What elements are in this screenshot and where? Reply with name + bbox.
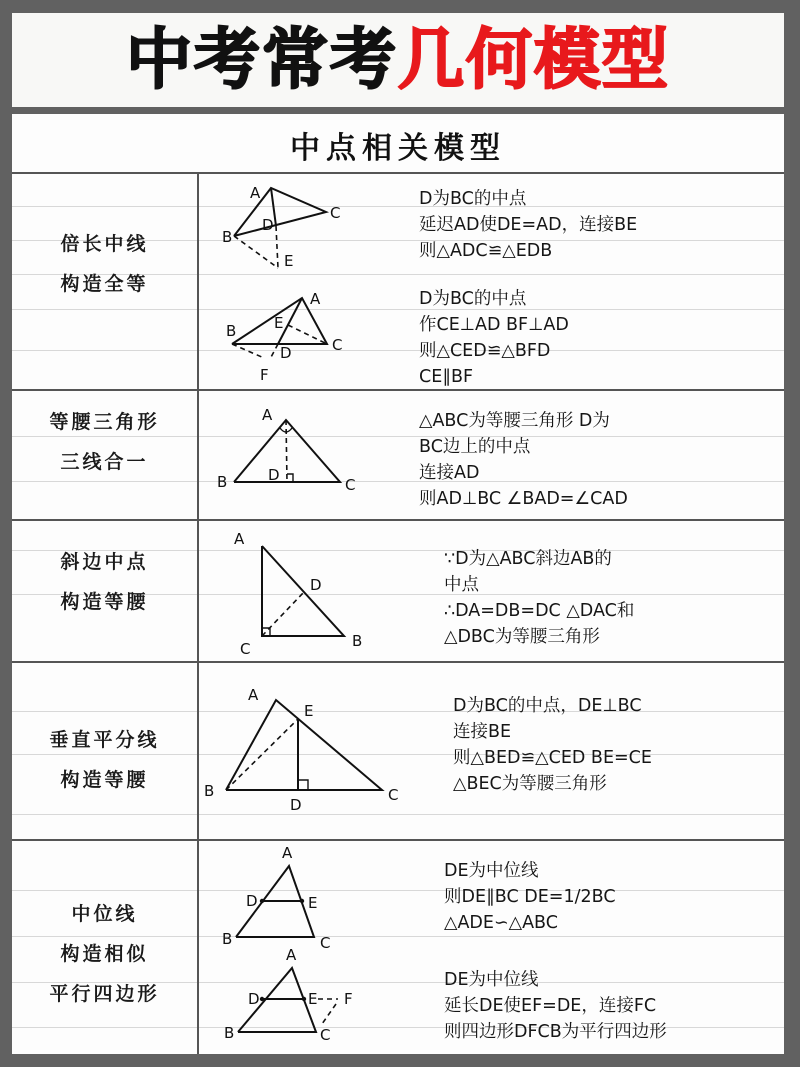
- svg-text:B: B: [222, 228, 233, 246]
- svg-text:E: E: [308, 894, 318, 912]
- svg-text:E: E: [274, 314, 284, 332]
- diagram-perp-bisector: [200, 682, 410, 812]
- svg-text:C: C: [388, 786, 399, 804]
- svg-text:C: C: [332, 336, 343, 354]
- svg-text:A: A: [286, 946, 297, 964]
- svg-text:B: B: [226, 322, 237, 340]
- row-description: D为BC的中点，DE⊥BC 连接BE 则△BED≌△CED BE=CE △BEC为等腰三角形: [453, 696, 652, 794]
- svg-text:A: A: [250, 184, 261, 202]
- svg-text:B: B: [224, 1024, 235, 1042]
- svg-text:A: A: [262, 406, 273, 424]
- notebook-sheet: [12, 114, 784, 1054]
- svg-text:D: D: [280, 344, 292, 362]
- diagram-isosceles: [212, 402, 372, 502]
- svg-text:E: E: [304, 702, 314, 720]
- row-description: △ABC为等腰三角形 D为 BC边上的中点 连接AD 则AD⊥BC ∠BAD=∠CAD: [419, 411, 628, 509]
- diagram-midline-similar: [222, 844, 352, 952]
- svg-text:A: A: [310, 290, 321, 308]
- diagram-right-triangle: [228, 526, 378, 656]
- row-description: D为BC的中点 作CE⊥AD BF⊥AD 则△CED≌△BFD CE∥BF: [419, 289, 569, 387]
- svg-text:F: F: [260, 366, 269, 384]
- page-title: [126, 21, 670, 98]
- svg-text:B: B: [217, 473, 228, 491]
- svg-text:D: D: [262, 216, 274, 234]
- svg-text:E: E: [308, 990, 318, 1008]
- diagram-double-median: [222, 180, 352, 280]
- title-black-part: 中考常考: [126, 21, 398, 98]
- svg-text:C: C: [320, 1026, 331, 1044]
- row-description: ∵D为△ABC斜边AB的 中点 ∴DA=DB=DC △DAC和 △DBC为等腰三角形: [444, 549, 635, 647]
- svg-text:B: B: [204, 782, 215, 800]
- svg-text:C: C: [330, 204, 341, 222]
- svg-text:B: B: [352, 632, 363, 650]
- row-label: 倍长中线 构造全等: [60, 233, 149, 295]
- svg-text:C: C: [240, 640, 251, 658]
- row-description: D为BC的中点 延迟AD使DE=AD，连接BE 则△ADC≌△EDB: [419, 189, 638, 261]
- subtitle-row: [12, 114, 784, 174]
- row-description: DE为中位线 则DE∥BC DE=1/2BC △ADE∽△ABC: [444, 861, 616, 933]
- svg-text:A: A: [248, 686, 259, 704]
- svg-text:B: B: [222, 930, 233, 948]
- section-subtitle: 中点相关模型: [290, 131, 506, 166]
- svg-text:C: C: [345, 476, 356, 494]
- svg-text:D: D: [268, 466, 280, 484]
- diagram-midline-parallelogram: [222, 946, 382, 1046]
- row-description: DE为中位线 延长DE使EF=DE，连接FC 则四边形DFCB为平行四边形: [444, 970, 667, 1042]
- svg-text:D: D: [246, 892, 258, 910]
- svg-text:F: F: [344, 990, 353, 1008]
- svg-text:A: A: [234, 530, 245, 548]
- svg-text:D: D: [248, 990, 260, 1008]
- title-banner: [12, 13, 784, 107]
- svg-text:D: D: [290, 796, 302, 814]
- svg-text:D: D: [310, 576, 322, 594]
- row-label: 等腰三角形 三线合一: [49, 411, 160, 473]
- svg-text:E: E: [284, 252, 294, 270]
- row-label: 中位线 构造相似 平行四边形: [49, 903, 160, 1005]
- title-red-part: 几何模型: [398, 21, 670, 98]
- svg-text:A: A: [282, 844, 293, 862]
- diagram-perpendiculars: [222, 292, 362, 392]
- svg-text:C: C: [320, 934, 331, 952]
- row-label: 斜边中点 构造等腰: [60, 551, 149, 613]
- row-label: 垂直平分线 构造等腰: [49, 729, 160, 791]
